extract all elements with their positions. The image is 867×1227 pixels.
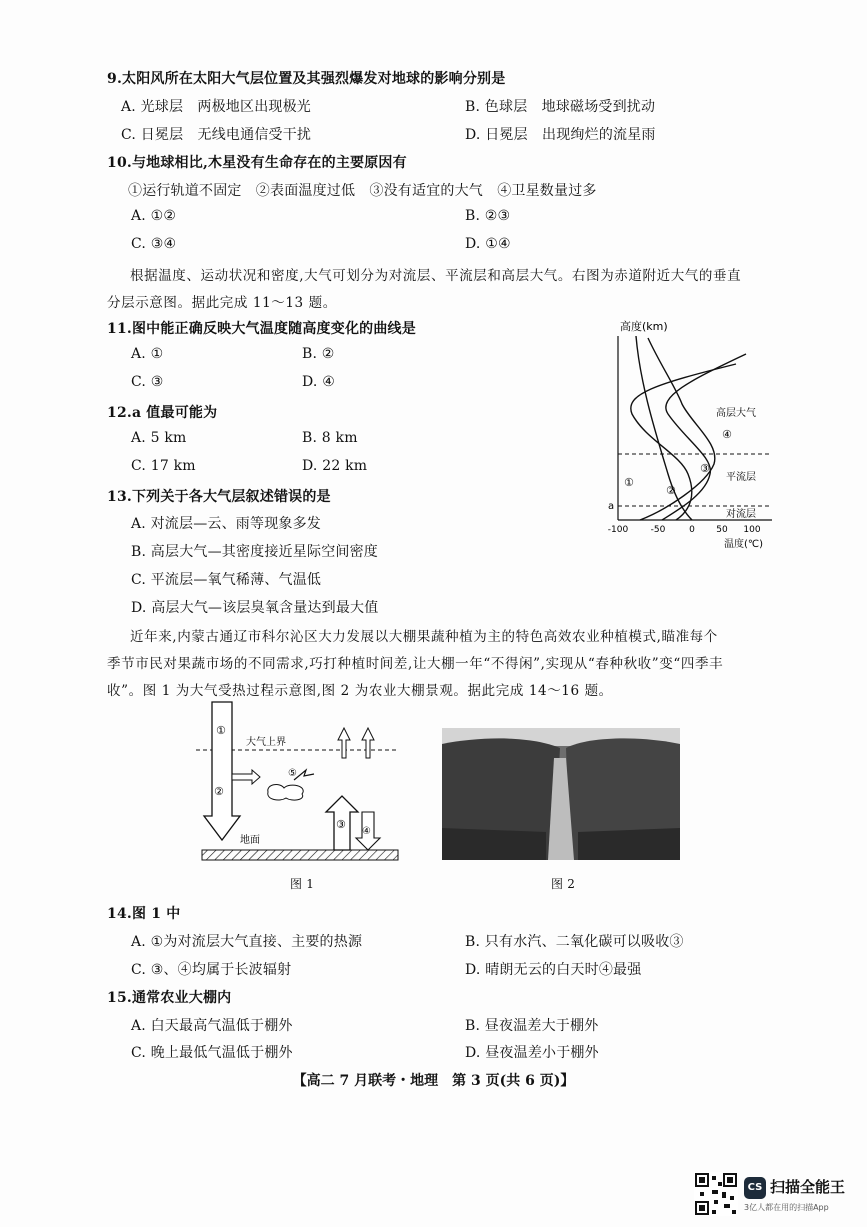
curve-2-label: ②: [666, 484, 676, 497]
intro1-line2: 分层示意图。据此完成 11～13 题。: [107, 295, 337, 311]
tick-label-100: 100: [743, 525, 761, 535]
arrow-up-escape-2: [362, 728, 374, 758]
q11-option-c: C. ③: [131, 374, 164, 390]
q15-stem: 15.通常农业大棚内: [107, 990, 232, 1006]
q9-option-c: C. 日冕层 无线电通信受干扰: [121, 127, 312, 143]
layer-strat-label: 平流层: [726, 472, 756, 483]
tick-label-0: 0: [689, 525, 695, 535]
cloud-icon: [268, 785, 303, 801]
arrow-3-label: ③: [336, 818, 346, 831]
tick-label-50: 50: [716, 525, 728, 535]
figure-2-greenhouse-photo: [442, 728, 680, 860]
arrow-5-label: ⑤: [288, 768, 297, 779]
atmosphere-top-label: 大气上界: [246, 737, 286, 748]
arrow-4-label: ④: [362, 826, 371, 837]
q15-option-d: D. 昼夜温差小于棚外: [465, 1045, 599, 1061]
q9-stem: 9.太阳风所在太阳大气层位置及其强烈爆发对地球的影响分别是: [107, 71, 506, 87]
arrow-1-label: ①: [216, 724, 226, 737]
intro1-line1: 根据温度、运动状况和密度,大气可划分为对流层、平流层和高层大气。右图为赤道附近大气的垂直: [130, 268, 742, 284]
q12-stem: 12.a 值最可能为: [107, 405, 218, 421]
q14-option-a: A. ①为对流层大气直接、主要的热源: [131, 934, 363, 950]
layer-high-label: 高层大气: [716, 408, 756, 419]
tick-label-neg100: -100: [607, 525, 629, 535]
q10-options-line: ①运行轨道不固定 ②表面温度过低 ③没有适宜的大气 ④卫星数量过多: [128, 183, 597, 199]
ground-surface: [202, 850, 398, 860]
page-footer: 【高二 7 月联考・地理 第 3 页(共 6 页)】: [292, 1073, 575, 1089]
arrow-2-label: ②: [214, 785, 224, 798]
q12-option-a: A. 5 km: [131, 430, 187, 446]
intro2-line1: 近年来,内蒙古通辽市科尔沁区大力发展以大棚果蔬种植为主的特色高效农业种植模式,瞄准每个: [130, 629, 718, 645]
q13-option-d: D. 高层大气—该层臭氧含量达到最大值: [131, 600, 379, 616]
q14-option-c: C. ③、④均属于长波辐射: [131, 962, 292, 978]
figure-2-caption: 图 2: [551, 877, 576, 891]
figure-1-heating-diagram: [196, 700, 406, 870]
q14-option-b: B. 只有水汽、二氧化碳可以吸收③: [465, 934, 684, 950]
q15-option-b: B. 昼夜温差大于棚外: [465, 1018, 599, 1034]
q12-option-c: C. 17 km: [131, 458, 196, 474]
camscanner-logo-badge: CS: [744, 1177, 766, 1199]
intro2-line3: 收”。图 1 为大气受热过程示意图,图 2 为农业大棚景观。据此完成 14～16 题。: [107, 683, 613, 699]
ground-label: 地面: [240, 835, 260, 846]
a-label: a: [608, 501, 615, 512]
q13-stem: 13.下列关于各大气层叙述错误的是: [107, 489, 331, 505]
q9-option-a: A. 光球层 两极地区出现极光: [121, 99, 312, 115]
q9-option-b: B. 色球层 地球磁场受到扰动: [465, 99, 656, 115]
q10-stem: 10.与地球相比,木星没有生命存在的主要原因有: [107, 155, 407, 171]
curve-3-label: ③: [700, 462, 710, 475]
q12-option-b: B. 8 km: [302, 430, 358, 446]
arrow-up-escape-1: [338, 728, 350, 758]
q11-option-b: B. ②: [302, 346, 335, 362]
q14-option-d: D. 晴朗无云的白天时④最强: [465, 962, 642, 978]
q11-stem: 11.图中能正确反映大气温度随高度变化的曲线是: [107, 321, 416, 337]
arrow-1-solar-radiation: [204, 702, 240, 840]
q15-option-a: A. 白天最高气温低于棚外: [131, 1018, 293, 1034]
q10-option-b: B. ②③: [465, 208, 511, 224]
q14-stem: 14.图 1 中: [107, 906, 181, 922]
tick-label-neg50: -50: [650, 525, 666, 535]
arrow-reflect: [232, 770, 260, 784]
curve-1: [636, 336, 692, 520]
arrow-5-shape: [294, 770, 314, 780]
chart-y-title: 高度(km): [620, 320, 668, 333]
camscanner-name: 扫描全能王: [770, 1178, 846, 1196]
q11-option-a: A. ①: [131, 346, 164, 362]
curve-1-label: ①: [624, 476, 634, 489]
q9-option-d: D. 日冕层 出现绚烂的流星雨: [465, 127, 656, 143]
q11-option-d: D. ④: [302, 374, 335, 390]
q10-option-c: C. ③④: [131, 236, 177, 252]
figure-1-caption: 图 1: [290, 877, 315, 891]
q15-option-c: C. 晚上最低气温低于棚外: [131, 1045, 293, 1061]
intro2-line2: 季节市民对果蔬市场的不同需求,巧打种植时间差,让大棚一年“不得闲”,实现从“春种秋收”变“四季丰: [107, 656, 724, 672]
curve-4-label: ④: [722, 428, 732, 441]
camscanner-tagline: 3亿人都在用的扫描App: [744, 1203, 829, 1212]
chart-x-title: 温度(℃): [724, 539, 764, 550]
q10-option-a: A. ①②: [131, 208, 177, 224]
q13-option-b: B. 高层大气—其密度接近星际空间密度: [131, 544, 378, 560]
q10-option-d: D. ①④: [465, 236, 511, 252]
q13-option-c: C. 平流层—氧气稀薄、气温低: [131, 572, 322, 588]
layer-trop-label: 对流层: [726, 509, 756, 520]
q13-option-a: A. 对流层—云、雨等现象多发: [131, 516, 322, 532]
curve-4: [640, 338, 715, 520]
atmosphere-layer-diagram: [596, 314, 786, 554]
qr-code-icon: [694, 1172, 738, 1216]
q12-option-d: D. 22 km: [302, 458, 368, 474]
